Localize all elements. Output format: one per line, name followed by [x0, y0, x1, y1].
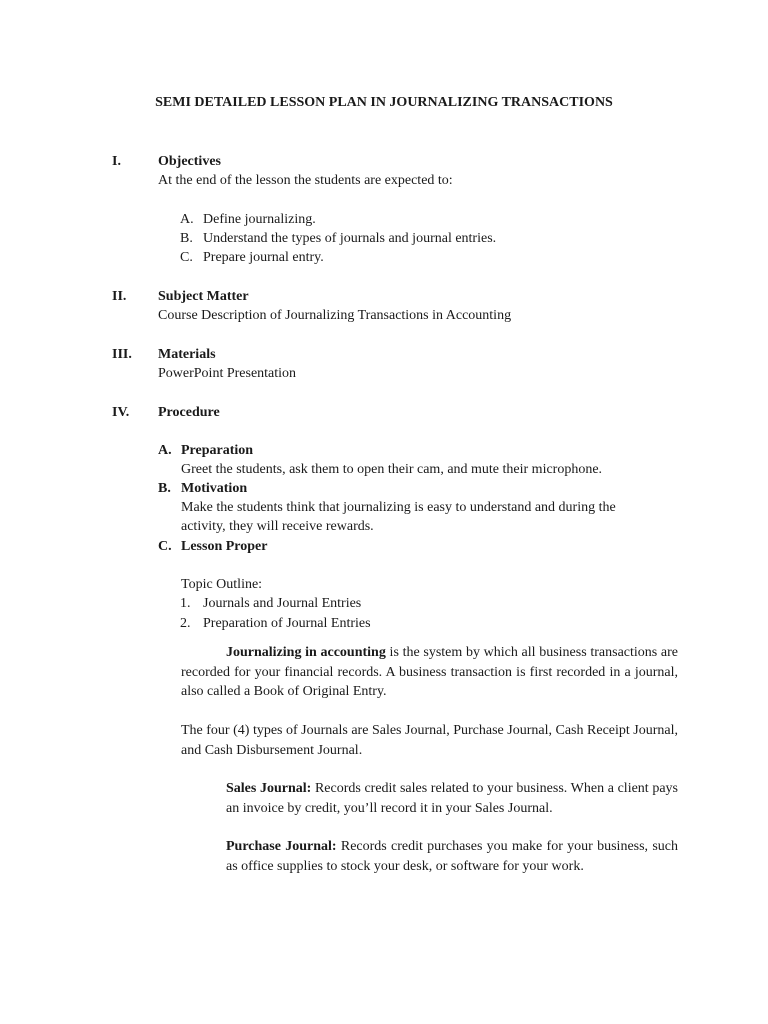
motivation-text-line: Make the students think that journalizing is easy to understand and during the — [181, 500, 616, 515]
objective-item: Understand the types of journals and journal entries. — [203, 231, 497, 246]
purchase-journal-paragraph — [226, 837, 678, 876]
section-numeral-procedure: IV. — [112, 405, 130, 420]
objective-item: Prepare journal entry. — [203, 250, 324, 265]
section-numeral-materials: III. — [112, 347, 132, 362]
sales-journal-paragraph — [226, 779, 678, 818]
journal-types-paragraph: The four (4) types of Journals are Sales Journal, Purchase Journal, Cash Receipt Journal, and Cash Disbursement Journal. — [181, 723, 678, 758]
subsection-heading-lesson-proper: Lesson Proper — [181, 539, 268, 554]
subsection-marker-lesson-proper: C. — [158, 539, 172, 554]
topic-marker: 2. — [180, 616, 191, 631]
subsection-marker-preparation: A. — [158, 443, 172, 458]
objectives-intro: At the end of the lesson the students are expected to: — [158, 173, 453, 188]
subsection-marker-motivation: B. — [158, 481, 171, 496]
section-heading-procedure: Procedure — [158, 405, 220, 420]
sales-journal-text: Records credit sales related to your business. When a client pays an invoice by credit, you’ll record it in your Sales Journal. — [226, 781, 678, 816]
subject-matter-text: Course Description of Journalizing Transactions in Accounting — [158, 308, 512, 323]
section-numeral-objectives: I. — [112, 154, 121, 169]
section-numeral-subject-matter: II. — [112, 289, 127, 304]
section-heading-materials: Materials — [158, 347, 216, 362]
objective-marker: C. — [180, 250, 193, 265]
journalizing-term: Journalizing in accounting — [226, 645, 386, 660]
motivation-text-line: activity, they will receive rewards. — [181, 519, 374, 534]
subsection-heading-motivation: Motivation — [181, 481, 248, 496]
journalizing-definition: is the system by which all business transactions are recorded for your financial records. A business transaction is first recorded in a journal, also called a Book of Original Entry. — [181, 645, 679, 699]
sales-journal-label: Sales Journal: — [226, 781, 312, 796]
topic-item: Preparation of Journal Entries — [203, 616, 371, 631]
materials-text: PowerPoint Presentation — [158, 366, 297, 381]
preparation-text: Greet the students, ask them to open their cam, and mute their microphone. — [181, 462, 603, 477]
section-heading-subject-matter: Subject Matter — [158, 289, 249, 304]
objective-marker: B. — [180, 231, 193, 246]
topic-item: Journals and Journal Entries — [203, 596, 362, 611]
topic-marker: 1. — [180, 596, 191, 611]
subsection-heading-preparation: Preparation — [181, 443, 254, 458]
topic-outline-label: Topic Outline: — [181, 577, 263, 592]
objective-marker: A. — [180, 212, 194, 227]
section-heading-objectives: Objectives — [158, 154, 221, 169]
purchase-journal-text: Records credit purchases you make for your business, such as office supplies to stock your desk, or software for your work. — [226, 839, 678, 874]
purchase-journal-label: Purchase Journal: — [226, 839, 337, 854]
document-title: SEMI DETAILED LESSON PLAN IN JOURNALIZING TRANSACTIONS — [155, 95, 613, 110]
journalizing-paragraph — [181, 643, 678, 702]
objective-item: Define journalizing. — [203, 212, 316, 227]
